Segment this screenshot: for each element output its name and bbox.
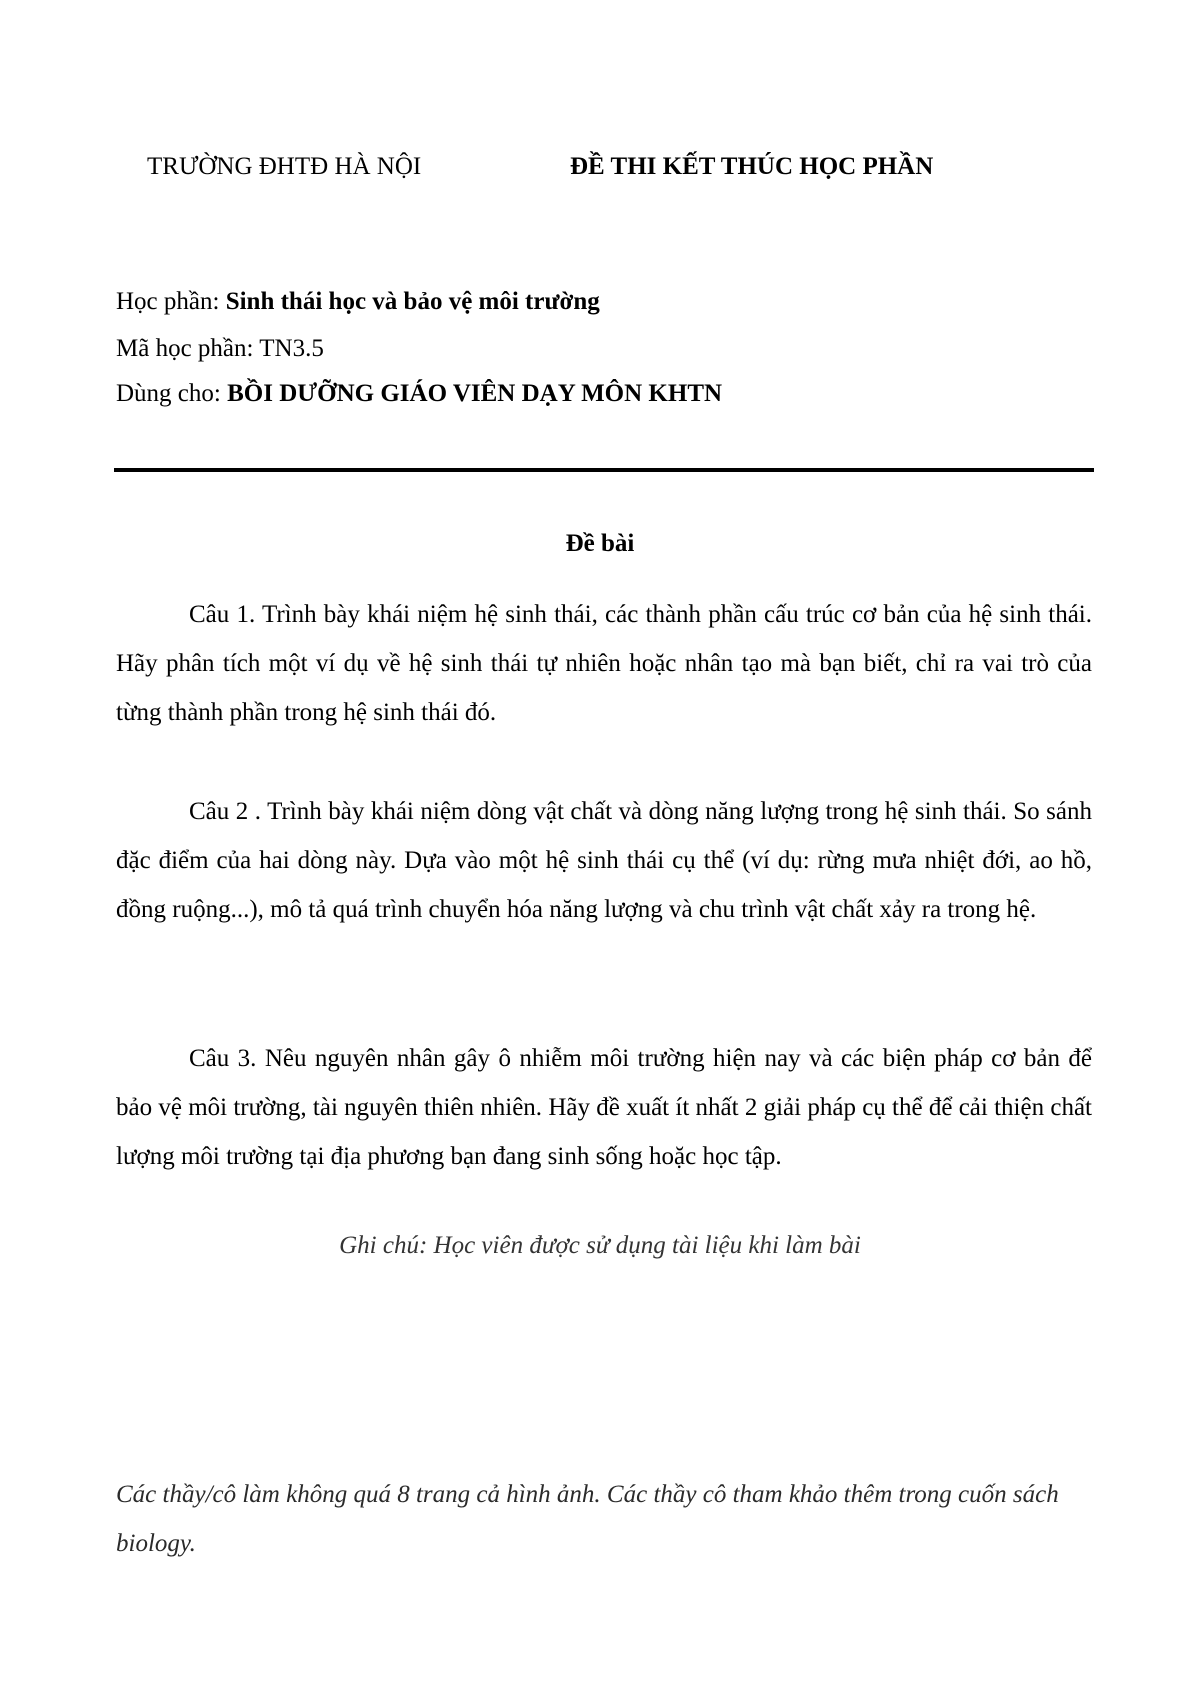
audience-value: BỒI DƯỠNG GIÁO VIÊN DẠY MÔN KHTN xyxy=(227,380,723,407)
question-2: Câu 2 . Trình bày khái niệm dòng vật chất và dòng năng lượng trong hệ sinh thái. So sánh đặc điểm của hai dòng này. Dựa vào một hệ sinh thái cụ thể (ví dụ: rừng mưa nhiệt đới, ao hồ, đồng ruộng...), mô tả quá trình chuyển hóa năng lượng và chu trình vật chất xảy ra trong hệ. xyxy=(116,798,1092,923)
audience-line xyxy=(116,380,722,408)
course-code-value: TN3.5 xyxy=(259,335,324,362)
audience-label: Dùng cho: xyxy=(116,380,228,407)
institution-name: TRƯỜNG ĐHTĐ HÀ NỘI xyxy=(147,153,422,180)
question-3: Câu 3. Nêu nguyên nhân gây ô nhiễm môi trường hiện nay và các biện pháp cơ bản để bảo vệ môi trường, tài nguyên thiên nhiên. Hãy đề xuất ít nhất 2 giải pháp cụ thể để cải thiện chất lượng môi trường tại địa phương bạn đang sinh sống hoặc học tập. xyxy=(116,1045,1092,1170)
course-code-line xyxy=(116,335,324,363)
header-divider xyxy=(114,468,1094,472)
question-1: Câu 1. Trình bày khái niệm hệ sinh thái, các thành phần cấu trúc cơ bản của hệ sinh thái. Hãy phân tích một ví dụ về hệ sinh thái tự nhiên hoặc nhân tạo mà bạn biết, chỉ ra vai trò của từng thành phần trong hệ sinh thái đó. xyxy=(116,601,1092,726)
course-value: Sinh thái học và bảo vệ môi trường xyxy=(225,288,600,315)
exam-note: Ghi chú: Học viên được sử dụng tài liệu khi làm bài xyxy=(339,1232,861,1259)
exam-title: ĐỀ THI KẾT THÚC HỌC PHẦN xyxy=(570,153,934,180)
instructor-footnote: Các thầy/cô làm không quá 8 trang cả hình ảnh. Các thầy cô tham khảo thêm trong cuốn sách biology. xyxy=(116,1481,1059,1557)
exam-heading: Đề bài xyxy=(565,530,635,557)
course-code-label: Mã học phần: xyxy=(116,335,260,362)
course-label: Học phần: xyxy=(116,288,226,315)
course-line xyxy=(116,288,600,316)
